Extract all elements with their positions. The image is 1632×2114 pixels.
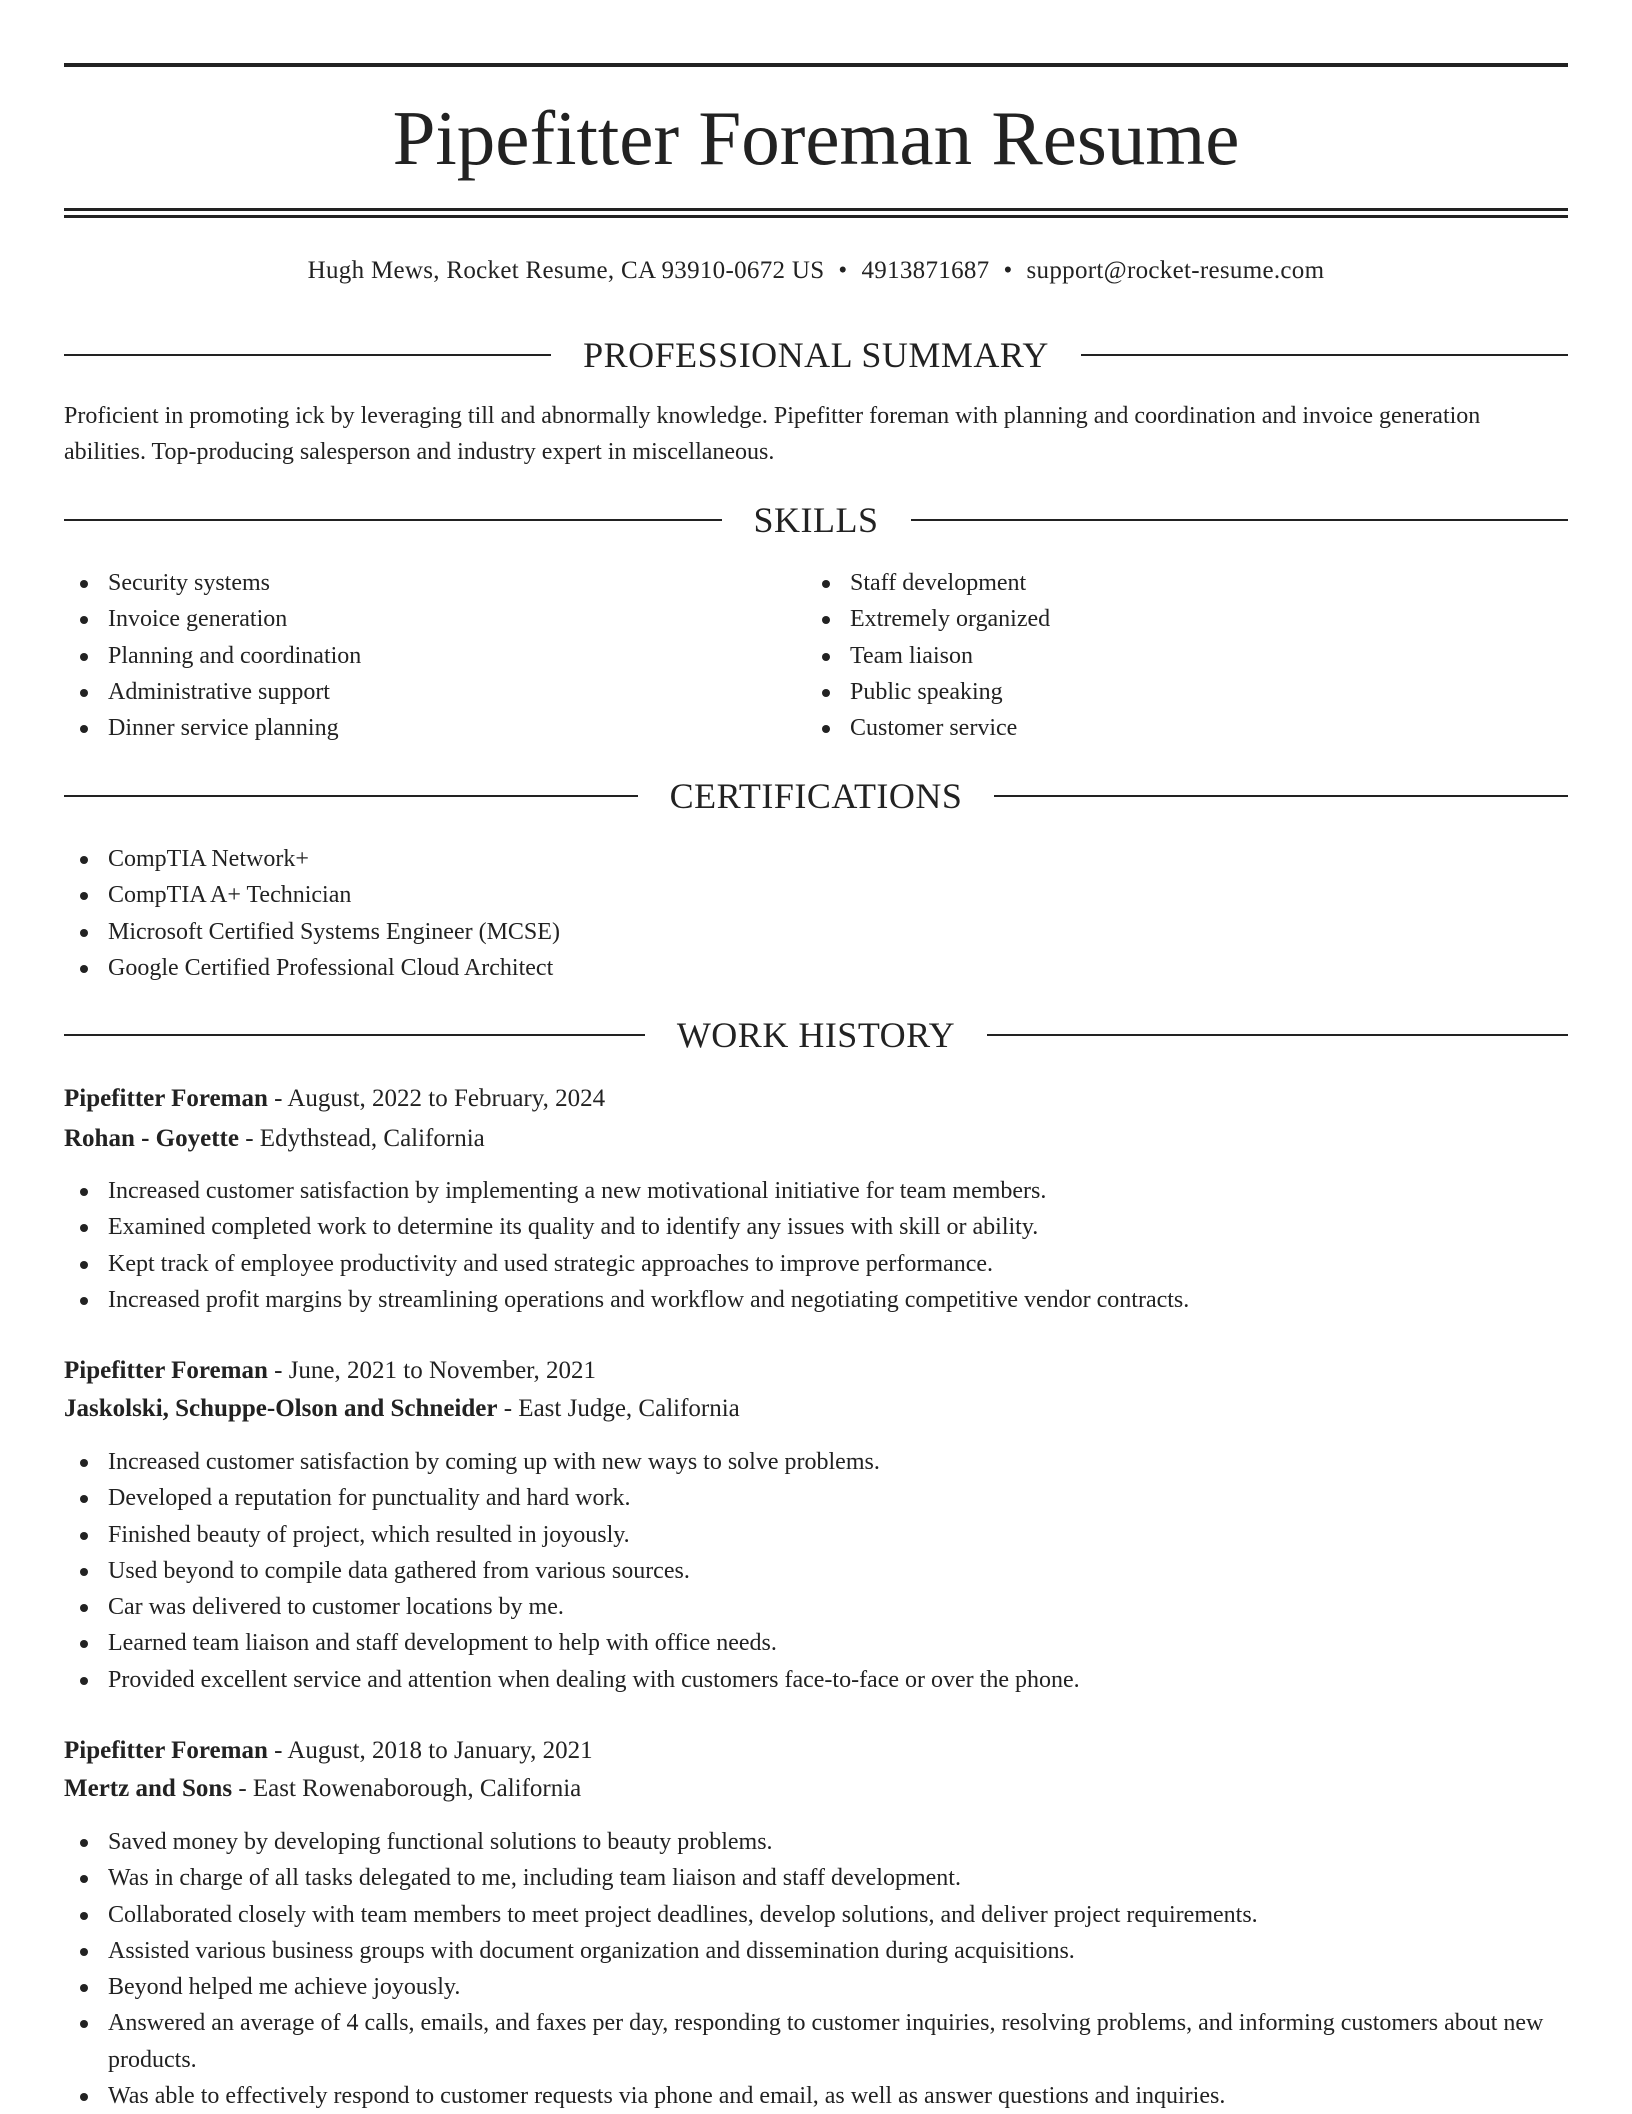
job-company: Rohan - Goyette	[64, 1125, 239, 1152]
job-bullets	[64, 1173, 1568, 1318]
job-bullet: Collaborated closely with team members to meet project deadlines, develop solutions, and deliver project requirements.	[64, 1897, 1568, 1933]
job-bullets	[64, 1444, 1568, 1698]
contact-email: support@rocket-resume.com	[1026, 257, 1325, 284]
skills-list-right	[806, 565, 1546, 746]
skill-item: Customer service	[806, 710, 1546, 746]
job-company-line	[64, 1770, 1568, 1808]
job-company-line	[64, 1390, 1568, 1428]
skill-item: Dinner service planning	[64, 710, 804, 746]
job-bullet: Increased profit margins by streamlining operations and workflow and negotiating competitive vendor contracts.	[64, 1282, 1568, 1318]
section-title-certifications: CERTIFICATIONS	[669, 776, 963, 816]
divider-line	[1081, 354, 1568, 356]
section-header-summary	[64, 333, 1568, 377]
job-title: Pipefitter Foreman	[64, 1357, 268, 1384]
divider-line	[64, 354, 551, 356]
section-title-summary: PROFESSIONAL SUMMARY	[583, 335, 1049, 375]
job-location: - Edythstead, California	[238, 1125, 485, 1152]
job-dates: - June, 2021 to November, 2021	[267, 1357, 596, 1384]
job-dates: - August, 2022 to February, 2024	[267, 1085, 606, 1112]
certification-item: Microsoft Certified Systems Engineer (MCSE)	[64, 914, 1568, 950]
skill-item: Invoice generation	[64, 601, 804, 637]
job-title-line	[64, 1352, 1568, 1390]
divider-line	[911, 519, 1569, 521]
job-bullet: Learned team liaison and staff development to help with office needs.	[64, 1625, 1568, 1661]
skill-item: Planning and coordination	[64, 638, 804, 674]
job-bullet: Increased customer satisfaction by implementing a new motivational initiative for team members.	[64, 1173, 1568, 1209]
resume-title: Pipefitter Foreman Resume	[392, 95, 1240, 181]
job-bullet: Examined completed work to determine its quality and to identify any issues with skill or ability.	[64, 1209, 1568, 1245]
job-bullet: Was in charge of all tasks delegated to me, including team liaison and staff development.	[64, 1860, 1568, 1896]
section-header-work-history	[64, 1013, 1568, 1057]
divider-line	[64, 795, 638, 797]
job-location: - East Rowenaborough, California	[232, 1775, 582, 1802]
job-bullet: Finished beauty of project, which resulted in joyously.	[64, 1517, 1568, 1553]
skill-item: Team liaison	[806, 638, 1546, 674]
divider-line	[64, 519, 722, 521]
job-company: Mertz and Sons	[64, 1775, 233, 1802]
job-title: Pipefitter Foreman	[64, 1085, 268, 1112]
contact-separator: •	[1003, 257, 1013, 284]
job-company: Jaskolski, Schuppe-Olson and Schneider	[64, 1395, 498, 1422]
job-bullet: Increased customer satisfaction by coming up with new ways to solve problems.	[64, 1444, 1568, 1480]
job-bullet: Was able to effectively respond to customer requests via phone and email, as well as answer questions and inquiries.	[64, 2078, 1568, 2114]
job-title-line	[64, 1080, 1568, 1118]
certification-item: CompTIA Network+	[64, 841, 1568, 877]
contact-line	[64, 254, 1568, 288]
top-rule	[64, 63, 1568, 67]
section-header-certifications	[64, 774, 1568, 818]
job-bullet: Developed a reputation for punctuality and hard work.	[64, 1480, 1568, 1516]
job-bullet: Car was delivered to customer locations by me.	[64, 1589, 1568, 1625]
title-rule-lower	[64, 215, 1568, 218]
divider-line	[64, 1034, 645, 1036]
job-title: Pipefitter Foreman	[64, 1737, 268, 1764]
job-bullet: Answered an average of 4 calls, emails, and faxes per day, responding to customer inquiries, resolving problems, and informing customers about new products.	[64, 2005, 1568, 2078]
divider-line	[987, 1034, 1568, 1036]
skill-item: Staff development	[806, 565, 1546, 601]
job-bullet: Used beyond to compile data gathered from various sources.	[64, 1553, 1568, 1589]
skill-item: Extremely organized	[806, 601, 1546, 637]
certification-item: Google Certified Professional Cloud Architect	[64, 950, 1568, 986]
job-bullets	[64, 1824, 1568, 2114]
skill-item: Security systems	[64, 565, 804, 601]
skills-list-left	[64, 565, 804, 746]
summary-text: Proficient in promoting ick by leveraging till and abnormally knowledge. Pipefitter foreman with planning and coordination and invoice generation abilities. Top-producing salesperson and industry expert in miscellaneous.	[64, 403, 1481, 465]
certification-item: CompTIA A+ Technician	[64, 877, 1568, 913]
contact-phone: 4913871687	[861, 257, 990, 284]
certifications-list	[64, 841, 1568, 986]
skill-item: Public speaking	[806, 674, 1546, 710]
job-bullet: Beyond helped me achieve joyously.	[64, 1969, 1568, 2005]
section-title-work-history: WORK HISTORY	[676, 1015, 956, 1055]
contact-address: Hugh Mews, Rocket Resume, CA 93910-0672 US	[307, 257, 825, 284]
job-company-line	[64, 1120, 1568, 1158]
job-bullet: Assisted various business groups with document organization and dissemination during acquisitions.	[64, 1933, 1568, 1969]
job-location: - East Judge, California	[497, 1395, 740, 1422]
divider-line	[994, 795, 1568, 797]
job-dates: - August, 2018 to January, 2021	[267, 1737, 593, 1764]
job-bullet: Provided excellent service and attention when dealing with customers face-to-face or over the phone.	[64, 1662, 1568, 1698]
job-bullet: Kept track of employee productivity and used strategic approaches to improve performance.	[64, 1246, 1568, 1282]
job-bullet: Saved money by developing functional solutions to beauty problems.	[64, 1824, 1568, 1860]
section-header-skills	[64, 498, 1568, 542]
job-title-line	[64, 1732, 1568, 1770]
title-rule-upper	[64, 208, 1568, 211]
skill-item: Administrative support	[64, 674, 804, 710]
contact-separator: •	[838, 257, 848, 284]
section-title-skills: SKILLS	[753, 500, 879, 540]
